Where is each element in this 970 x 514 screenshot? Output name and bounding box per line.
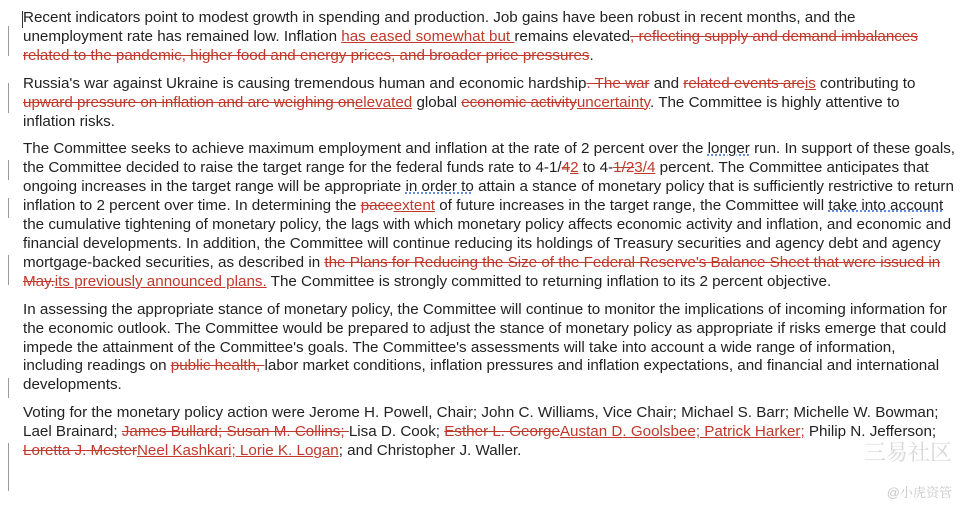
inserted-text: extent: [393, 197, 435, 215]
text-run: Russia's war against Ukraine is causing tremendous human and economic hardship: [23, 74, 587, 92]
inserted-text: 2: [570, 159, 579, 177]
text-run: and: [649, 74, 684, 92]
text-run: labor market conditions, inflation pressures and inflation expectations, and financial and international developments.: [23, 357, 940, 394]
text-run: The Committee seeks to achieve maximum employment and inflation at the rate of 2 percent over the: [23, 140, 708, 158]
text-run: of future increases in the target range, the Committee will: [435, 197, 829, 215]
inserted-text: has eased somewhat but: [341, 27, 515, 45]
inserted-text: Austan D. Goolsbee; Patrick Harker;: [559, 423, 805, 441]
text-run: Philip N. Jefferson;: [804, 423, 937, 441]
text-run: to 4-: [578, 159, 614, 177]
inserted-text: elevated: [354, 93, 413, 111]
text-run: run. In support of these goals, the Committee decided to raise the target range for the federal funds rate to 4-1/: [23, 140, 956, 177]
text-run: Recent indicators point to modest growth in spending and production. Job gains have been robust in recent months, and the unemployment rate has remained low. Inflation: [23, 9, 856, 45]
text-run: Lisa D. Cook;: [348, 423, 445, 441]
deleted-text: . The war: [586, 74, 650, 92]
paragraph-recent-indicators: [23, 9, 955, 66]
document-body[interactable]: [23, 9, 955, 470]
deleted-text: 1/2: [613, 159, 635, 177]
text-run: global: [412, 93, 462, 111]
watermark-community: 三易社区: [863, 440, 952, 465]
deleted-text: James Bullard; Susan M. Collins;: [121, 423, 349, 441]
deleted-text: the Plans for Reducing the Size of the Federal Reserve's Balance Sheet that were issued in May.: [23, 253, 941, 290]
text-run: In assessing the appropriate stance of monetary policy, the Committee will continue to monitor the implications of incoming information for the economic outlook. The Committee would be prepared to adjust the stance of monetary policy as appropriate if risks emerge that could impede the attainment of the Committee's goals. The Committee's assessments will take into account a wide range of information, including readings on: [23, 300, 948, 375]
inserted-text: uncertainty: [576, 93, 651, 111]
deleted-text: Esther L. George: [444, 423, 560, 441]
change-bar: [8, 198, 9, 218]
change-bar: [8, 443, 9, 491]
paragraph-voting: [23, 404, 955, 465]
text-run: . The Committee is highly attentive to inflation risks.: [23, 93, 900, 130]
paragraph-assessing-stance: [23, 301, 955, 396]
flagged-phrase: in order to: [405, 178, 474, 196]
flagged-phrase: longer: [707, 140, 750, 158]
text-run: percent. The Committee anticipates that ongoing increases in the target range will be appropriate: [23, 159, 929, 196]
deleted-text: public health,: [170, 357, 265, 375]
deleted-text: economic activity: [461, 93, 577, 111]
text-run: ; and Christopher J. Waller.: [338, 442, 522, 460]
text-run: Voting for the monetary policy action were Jerome H. Powell, Chair; John C. Williams, Vice Chair; Michael S. Barr; Michelle W. Bowman; Lael Brainard;: [23, 404, 939, 441]
deleted-text: Loretta J. Mester: [23, 442, 137, 460]
inserted-text: its previously announced plans.: [54, 272, 267, 290]
deleted-text: 4: [561, 159, 571, 177]
text-run: the cumulative tightening of monetary policy, the lags with which monetary policy affects economic activity and inflation, and economic and financial developments. In addition, the Committee will continue reducing its holdings of Treasury securities and agency debt and agency mortgage-backed securities, as described in: [23, 216, 952, 271]
inserted-text: Neel Kashkari; Lorie K. Logan: [136, 442, 339, 460]
change-bar: [8, 26, 9, 56]
inserted-text: 3/4: [634, 159, 656, 177]
watermark-handle: @小虎资管: [886, 485, 952, 500]
flagged-phrase: take into account: [828, 197, 944, 215]
text-run: .: [589, 46, 594, 64]
change-bar: [8, 255, 9, 285]
deleted-text: related events are: [683, 74, 805, 92]
change-bar: [8, 83, 9, 113]
deleted-text: upward pressure on inflation and are weighing on: [23, 93, 355, 111]
deleted-text: , reflecting supply and demand imbalances related to the pandemic, higher food and energy prices, and broader price pressures: [23, 27, 918, 64]
text-run: contributing to: [815, 74, 916, 92]
paragraph-committee-goals: [23, 140, 955, 291]
deleted-text: pace: [360, 197, 394, 215]
text-run: remains elevated: [514, 27, 631, 45]
inserted-text: is: [804, 74, 816, 92]
change-bar: [8, 378, 9, 398]
change-bar: [8, 160, 9, 180]
text-run: attain a stance of monetary policy that is sufficiently restrictive to return inflation to 2 percent over time. In determining the: [23, 178, 954, 215]
paragraph-russia-war: [23, 75, 955, 132]
text-run: The Committee is strongly committed to returning inflation to its 2 percent objective.: [266, 272, 832, 290]
